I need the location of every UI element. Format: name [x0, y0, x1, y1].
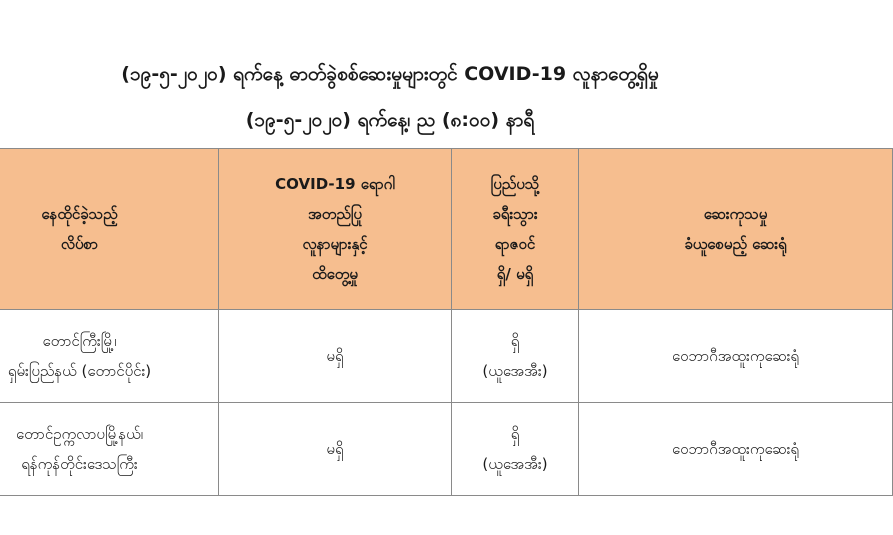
cell-contact: မရှိ	[219, 403, 452, 496]
cell-hospital: ဝေဘာဂီအထူးကုဆေးရုံ	[579, 310, 893, 403]
cell-travel: ရှိ (ယူအေအီး)	[452, 403, 579, 496]
cell-travel: ရှိ (ယူအေအီး)	[452, 310, 579, 403]
cell-hospital: ဝေဘာဂီအထူးကုဆေးရုံ	[579, 403, 893, 496]
cell-address: တောင်ဥက္ကလာပမြို့နယ်၊ ရန်ကုန်တိုင်းဒေသကြီး	[0, 403, 219, 496]
table-row	[0, 310, 893, 403]
report-datetime: (၁၉-၅-၂၀၂၀) ရက်နေ့၊ ည (၈:၀၀) နာရီ	[245, 109, 535, 131]
cases-table	[0, 148, 893, 496]
table-header-row	[0, 149, 893, 310]
header-travel: ပြည်ပသို့ ခရီးသွား ရာဇဝင် ရှိ/ မရှိ	[452, 149, 579, 310]
cell-address: တောင်ကြီးမြို့၊ ရှမ်းပြည်နယ် (တောင်ပိုင်း)	[0, 310, 219, 403]
cell-contact: မရှိ	[219, 310, 452, 403]
header-address: နေထိုင်ခဲ့သည့် လိပ်စာ	[0, 149, 219, 310]
table-row	[0, 403, 893, 496]
header-hospital: ဆေးကုသမှု ခံယူစေမည့် ဆေးရုံ	[579, 149, 893, 310]
report-title: (၁၉-၅-၂၀၂၀) ရက်နေ့ ဓာတ်ခွဲစစ်ဆေးမှုများတွင် COVID-19 လူနာတွေ့ရှိမှု	[121, 63, 659, 85]
header-contact: COVID-19 ရောဂါ အတည်ပြု လူနာများနှင့် ထိတွေ့မှု	[219, 149, 452, 310]
